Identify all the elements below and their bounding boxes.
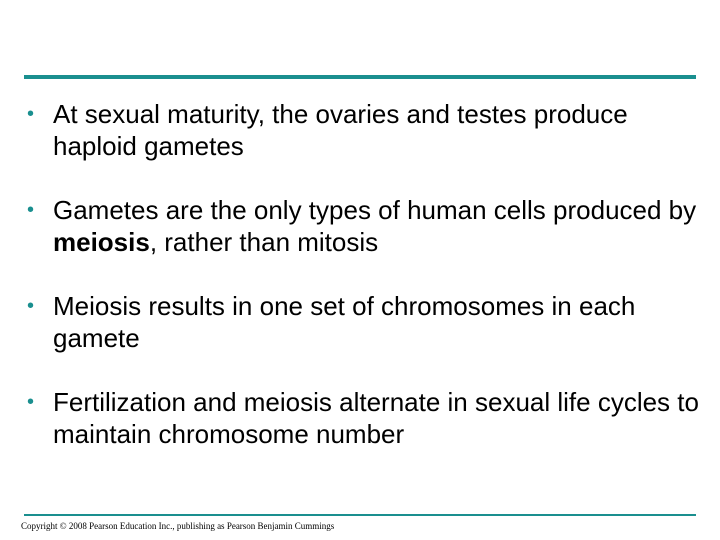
bullet-text-part: Gametes are the only types of human cells produced by — [53, 195, 697, 225]
bullet-icon: • — [27, 391, 35, 413]
bullet-icon: • — [27, 103, 35, 125]
bullet-item — [27, 98, 707, 162]
bullet-icon: • — [27, 295, 35, 317]
top-divider — [24, 75, 696, 79]
bullet-icon: • — [27, 199, 35, 221]
copyright-footer: Copyright © 2008 Pearson Education Inc., publishing as Pearson Benjamin Cummings — [21, 521, 335, 531]
bullet-text: Fertilization and meiosis alternate in sexual life cycles to maintain chromosome number — [53, 387, 699, 449]
bullet-text: Meiosis results in one set of chromosomes in each gamete — [53, 291, 636, 353]
bullet-item — [27, 194, 707, 258]
bold-term-meiosis: meiosis — [53, 227, 150, 257]
bullet-text-part: , rather than mitosis — [149, 227, 379, 257]
bottom-divider — [24, 514, 696, 516]
bullet-list — [27, 98, 707, 482]
bullet-text: At sexual maturity, the ovaries and testes produce haploid gametes — [53, 99, 628, 161]
bullet-item — [27, 386, 707, 450]
bullet-item — [27, 290, 707, 354]
bullet-text — [53, 194, 707, 258]
